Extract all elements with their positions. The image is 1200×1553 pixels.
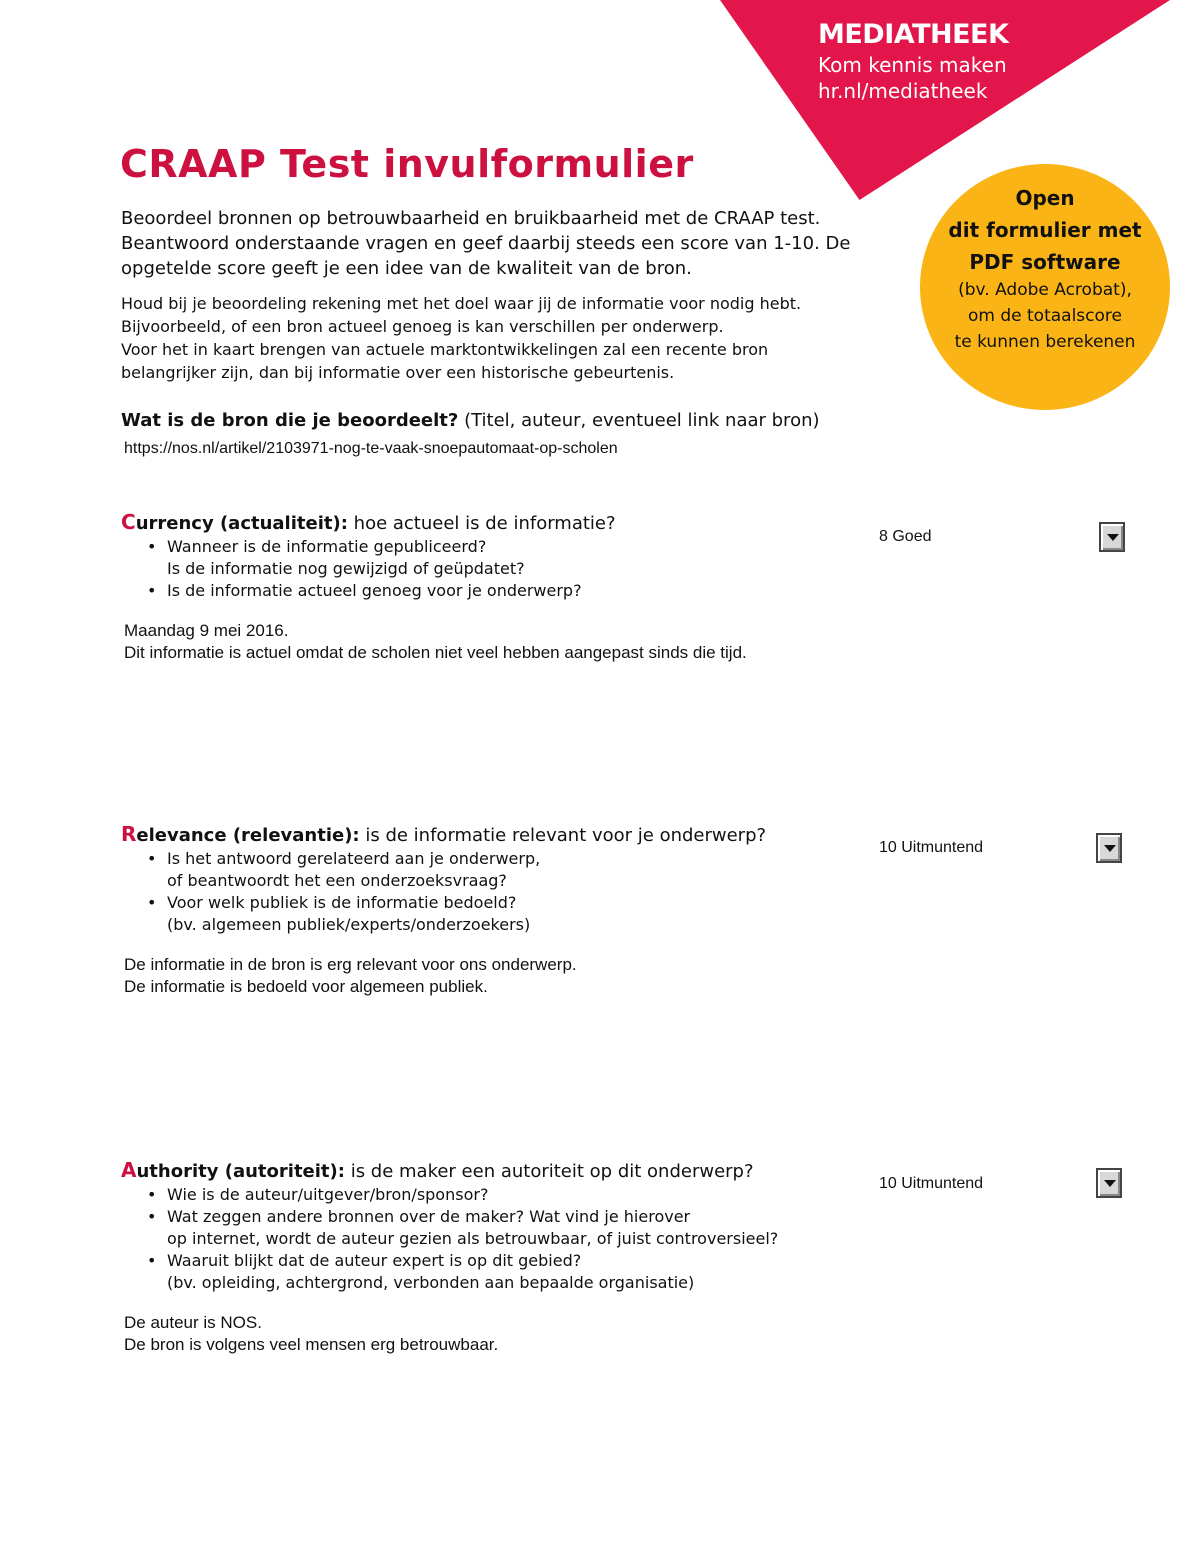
dropdown-arrow-icon[interactable] [1096,833,1122,863]
note-line: belangrijker zijn, dan bij informatie over een historische gebeurtenis. [121,363,675,382]
answer-line: De auteur is NOS. [124,1313,262,1332]
section-question: hoe actueel is de informatie? [353,513,616,534]
bullet-continuation: Is de informatie nog gewijzigd of geüpdatet? [167,559,525,578]
banner-title: MEDIATHEEK [818,19,1009,50]
badge-line: te kunnen berekenen [954,332,1136,352]
bullet-item: • Wat zeggen andere bronnen over de maker? Wat vind je hierover [167,1206,1121,1228]
section-initial: A [121,1158,137,1182]
note-line: Bijvoorbeeld, of een bron actueel genoeg is kan verschillen per onderwerp. [121,317,724,336]
page-title: CRAAP Test invulformulier [120,142,694,186]
section-bullets [121,848,1121,936]
answer-field[interactable] [124,954,1121,998]
bullet-item: • Voor welk publiek is de informatie bedoeld? [167,892,1121,914]
badge-line: Open [1015,186,1075,210]
bullet-continuation: (bv. opleiding, achtergrond, verbonden aan bepaalde organisatie) [167,1273,695,1292]
note-line: Voor het in kaart brengen van actuele marktontwikkelingen zal een recente bron [121,340,769,359]
intro-text: Beoordeel bronnen op betrouwbaarheid en bruikbaarheid met de CRAAP test. Beantwoord onderstaande vragen en geef daarbij steeds een score van 1-10. De opgetelde score geeft je een idee van de kwaliteit van de bron. [121,208,851,279]
answer-line: De bron is volgens veel mensen erg betrouwbaar. [124,1335,499,1354]
dropdown-arrow-icon[interactable] [1096,1168,1122,1198]
section-heading [121,510,1121,536]
section-name: elevance (relevantie): [136,825,360,846]
answer-field[interactable] [124,620,1121,664]
section-initial: R [121,822,137,846]
score-select[interactable]: 10 Uitmuntend [879,1175,984,1192]
answer-field[interactable] [124,1312,1121,1356]
note-line: Houd bij je beoordeling rekening met het doel waar jij de informatie voor nodig hebt. [121,294,802,313]
dropdown-arrow-icon[interactable] [1099,522,1125,552]
bullet-continuation: (bv. algemeen publiek/experts/onderzoekers) [167,915,531,934]
section-question: is de maker een autoriteit op dit onderwerp? [350,1161,754,1182]
section-initial: C [121,510,136,534]
answer-line: Maandag 9 mei 2016. [124,621,289,640]
section-name: urrency (actualiteit): [135,513,348,534]
section-question: is de informatie relevant voor je onderwerp? [365,825,767,846]
badge-line: om de totaalscore [968,306,1122,326]
source-question-label: Wat is de bron die je beoordeelt? [121,410,459,431]
section-name: uthority (autoriteit): [136,1161,345,1182]
note-text [121,292,881,384]
banner-subtitle: Kom kennis maken [818,53,1007,77]
badge-line: dit formulier met [948,218,1142,242]
badge-line: PDF software [969,250,1121,274]
section-bullets [121,1184,1121,1294]
source-question [121,410,820,431]
source-question-hint: (Titel, auteur, eventueel link naar bron) [464,410,820,431]
source-input[interactable]: https://nos.nl/artikel/2103971-nog-te-vaak-snoepautomaat-op-scholen [124,440,618,457]
answer-line: De informatie is bedoeld voor algemeen publiek. [124,977,488,996]
answer-line: Dit informatie is actuel omdat de scholen niet veel hebben aangepast sinds die tijd. [124,643,747,662]
bullet-continuation: op internet, wordt de auteur gezien als betrouwbaar, of juist controversieel? [167,1229,779,1248]
pdf-software-badge [920,164,1170,410]
bullet-continuation: of beantwoordt het een onderzoeksvraag? [167,871,507,890]
bullet-item: • Wanneer is de informatie gepubliceerd? [167,536,1121,558]
score-select[interactable]: 10 Uitmuntend [879,839,984,856]
banner-text [818,18,1008,104]
bullet-item: • Wie is de auteur/uitgever/bron/sponsor? [167,1184,1121,1206]
bullet-item: • Is het antwoord gerelateerd aan je onderwerp, [167,848,1121,870]
section-bullets [121,536,1121,602]
banner-url: hr.nl/mediatheek [818,79,988,103]
section-currency [121,510,1121,664]
badge-line: (bv. Adobe Acrobat), [958,280,1132,300]
bullet-item: • Waaruit blijkt dat de auteur expert is op dit gebied? [167,1250,1121,1272]
answer-line: De informatie in de bron is erg relevant voor ons onderwerp. [124,955,577,974]
score-select[interactable]: 8 Goed [879,528,932,545]
bullet-item: • Is de informatie actueel genoeg voor je onderwerp? [167,580,1121,602]
